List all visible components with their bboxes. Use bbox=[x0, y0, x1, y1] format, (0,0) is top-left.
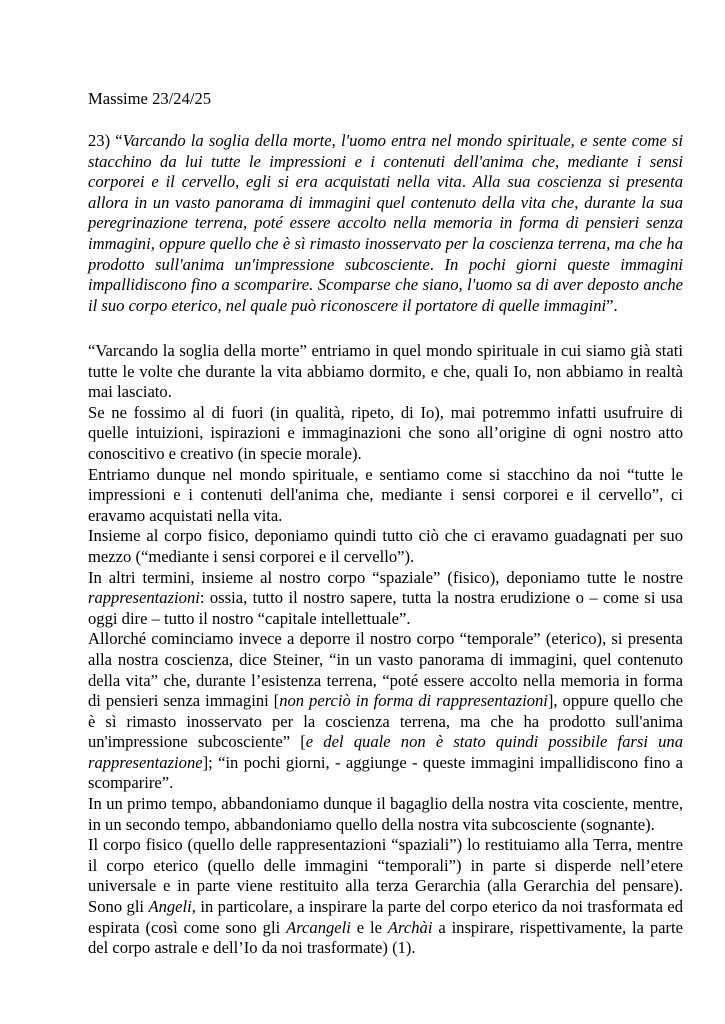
paragraph-8-text-a: Il corpo fisico (quello delle rappresentazioni “spaziali”) lo restituiamo alla Terra, mentre il corpo eterico (quello delle immagini “temporali”) in parte si disperde nell’etere universale e in parte viene restituito alla terza Gerarchia (alla Gerarchia del pensare). Sono gli bbox=[88, 835, 683, 917]
paragraph-7: In un primo tempo, abbandoniamo dunque il bagaglio della nostra vita cosciente, mentre, in un secondo tempo, abbandoniamo quello della nostra vita subcosciente (sognante). bbox=[88, 794, 683, 834]
quote-separator-3: . bbox=[429, 254, 445, 274]
paragraph-5-text-a: In altri termini, insieme al nostro corpo “spaziale” (fisico), deponiamo tutte le nostre bbox=[88, 567, 683, 587]
quote-number: 23) “ bbox=[88, 131, 123, 150]
paragraph-8-text-c: e le bbox=[350, 917, 388, 937]
paragraph-6-text-c: ]; “in pochi giorni, - aggiunge - queste immagini impallidiscono fino a scomparire”. bbox=[88, 752, 683, 793]
quote-paragraph bbox=[88, 131, 683, 316]
paragraph-6-text-b: ], oppure quello che è sì rimasto inosservato per la coscienza terrena, ma che ha prodotto sull'anima un'impressione subcosciente” [ bbox=[88, 691, 683, 752]
quote-separator-2: , bbox=[574, 192, 585, 212]
quote-block bbox=[88, 131, 683, 316]
quote-text-4: In pochi giorni queste immagini impallidiscono fino a scomparire. Scomparse che siano, l'uomo sa di aver deposto anche il suo corpo eterico, nel quale può riconoscere il portatore di quelle immagini bbox=[88, 254, 683, 315]
paragraph-6-emphasis-1: non perciò in forma di rappresentazioni bbox=[279, 691, 548, 711]
paragraph-6 bbox=[88, 629, 683, 794]
paragraph-8 bbox=[88, 835, 683, 959]
quote-text-2: Alla sua coscienza si presenta allora in un vasto panorama di immagini quel contenuto della vita che bbox=[88, 172, 683, 212]
paragraph-5-emphasis: rappresentazioni bbox=[88, 588, 200, 608]
paragraph-3: Entriamo dunque nel mondo spirituale, e sentiamo come si stacchino da noi “tutte le impressioni e i contenuti dell'anima che, mediante i sensi corporei e il cervello”, ci eravamo acquistati nella vita. bbox=[88, 464, 683, 525]
paragraph-5 bbox=[88, 568, 683, 630]
paragraph-6-text-a: Allorché cominciamo invece a deporre il nostro corpo “temporale” (eterico), si presenta alla nostra coscienza, dice Steiner, “in un vasto panorama di immagini, quel contenuto della vita” che, durante l’esistenza terrena, “poté essere accolto nella memoria in forma di pensieri senza immagini [ bbox=[88, 629, 683, 711]
page-title: Massime 23/24/25 bbox=[88, 89, 212, 108]
paragraph-5-text-b: : ossia, tutto il nostro sapere, tutta la nostra erudizione o – come si usa oggi dire – tutto il nostro “capitale intellettuale”. bbox=[88, 588, 683, 628]
paragraph-8-emphasis-archai: Archài bbox=[387, 917, 433, 937]
quote-separator-1: . bbox=[461, 172, 473, 192]
paragraph-2: Se ne fossimo al di fuori (in qualità, ripeto, di Io), mai potremmo infatti usufruire di quelle intuizioni, ispirazioni e immaginazioni che sono all’origine di ogni nostro atto conoscitivo e creativo (in specie morale). bbox=[88, 402, 683, 463]
quote-text-3: durante la sua peregrinazione terrena, poté essere accolto nella memoria in forma di pensieri senza immagini, oppure quello che è sì rimasto inosservato per la coscienza terrena, ma che ha prodotto sull'anima un'impressione subcosciente bbox=[88, 192, 683, 274]
paragraph-6-emphasis-2: e del quale non è stato quindi possibile farsi una rappresentazione bbox=[88, 732, 683, 772]
quote-text-1: Varcando la soglia della morte, l'uomo entra nel mondo spirituale, e sente come si stacchino da lui tutte le impressioni e i contenuti dell'anima che, mediante i sensi corporei e il cervello, egli si era acquistati nella vita bbox=[88, 131, 683, 192]
paragraph-1: “Varcando la soglia della morte” entriamo in quel mondo spirituale in cui siamo già stati tutte le volte che durante la vita abbiamo dormito, e che, quali Io, non abbiamo in realtà mai lasciato. bbox=[88, 341, 683, 402]
paragraph-8-text-b: , in particolare, a inspirare la parte del corpo eterico da noi trasformata ed espirata (così come sono gli bbox=[88, 897, 684, 937]
paragraph-8-emphasis-angeli: Angeli bbox=[148, 897, 192, 917]
paragraph-4: Insieme al corpo fisico, deponiamo quindi tutto ciò che ci eravamo guadagnati per suo mezzo (“mediante i sensi corporei e il cervello”). bbox=[88, 526, 683, 566]
body-text bbox=[88, 341, 683, 959]
paragraph-8-emphasis-arcangeli: Arcangeli bbox=[286, 917, 351, 937]
quote-closing: ”. bbox=[606, 295, 618, 315]
paragraph-8-text-d: a inspirare, rispettivamente, la parte del corpo astrale e dell’Io da noi trasformate) (1). bbox=[88, 917, 683, 958]
